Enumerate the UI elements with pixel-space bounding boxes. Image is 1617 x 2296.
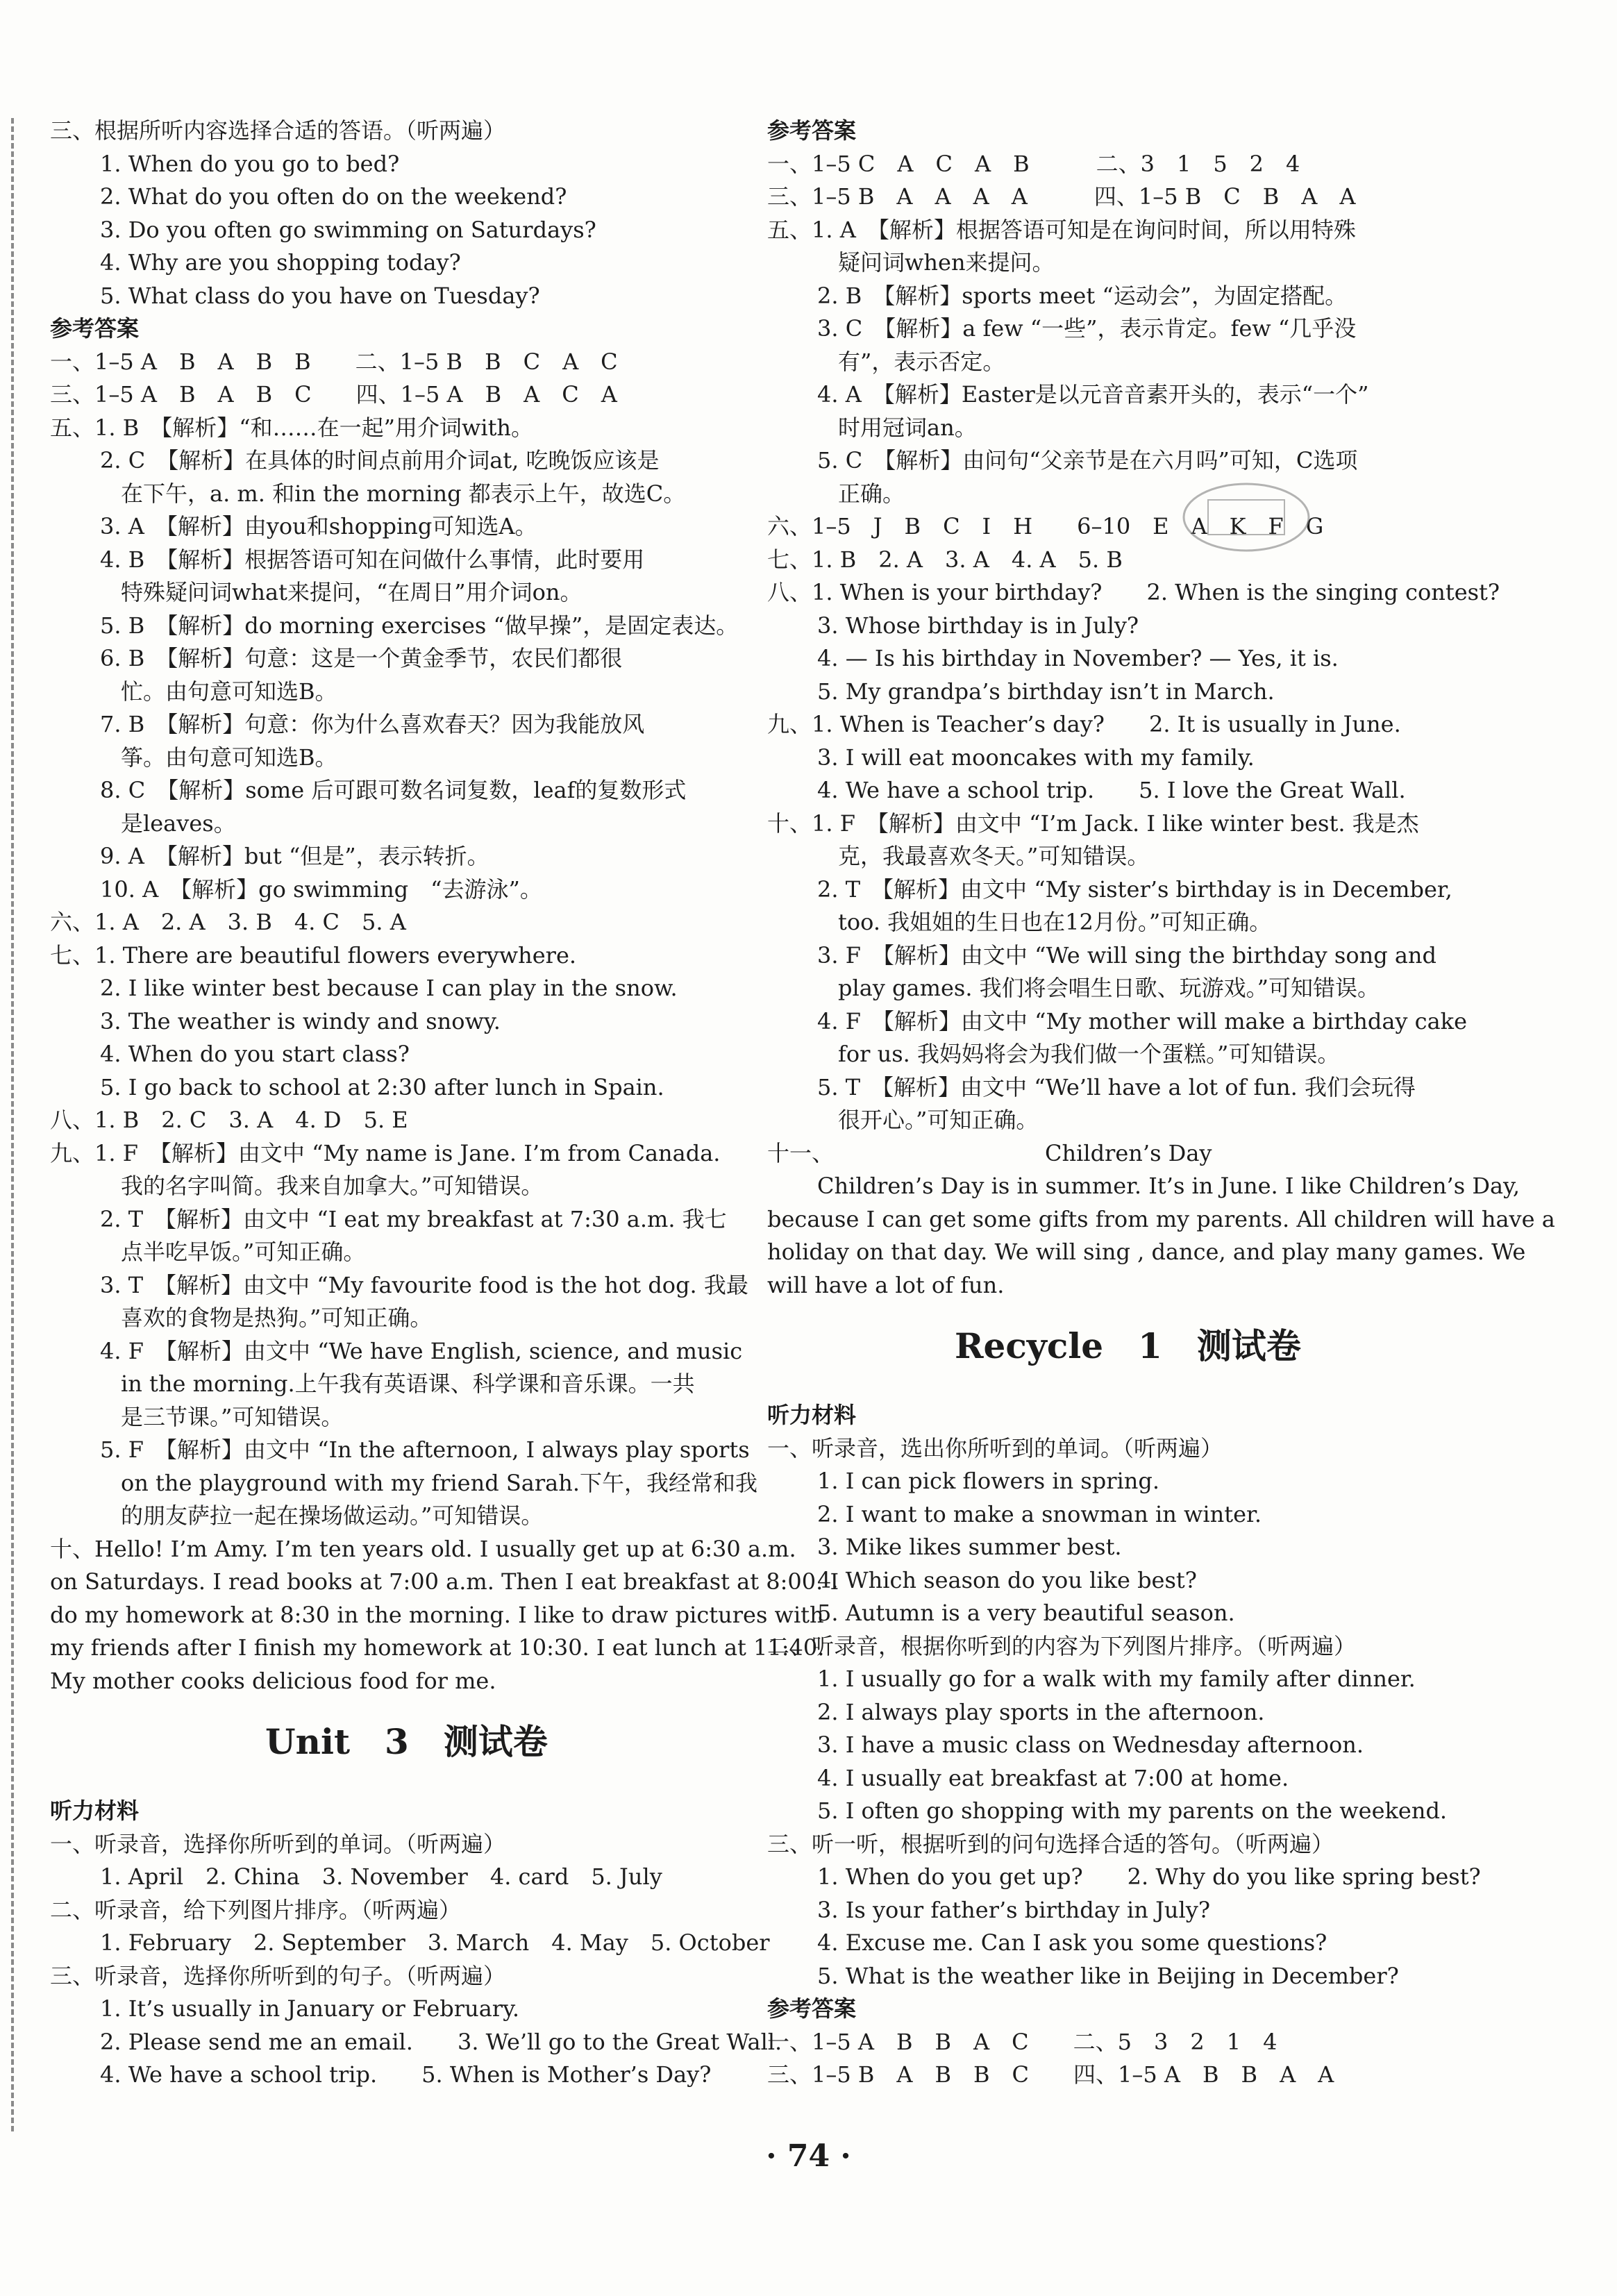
text-line: 三、1–5 A B A B C 四、1–5 A B A C A bbox=[50, 381, 617, 408]
text-line: my friends after I finish my homework at 10:30. I eat lunch at 11:40. bbox=[50, 1634, 825, 1661]
text-line: 1. February 2. September 3. March 4. May 5. October bbox=[100, 1929, 770, 1956]
text-line: 三、听一听，根据听到的问句选择合适的答句。（听两遍） bbox=[767, 1830, 1334, 1857]
text-line: 5. B 【解析】do morning exercises “做早操”，是固定表达。 bbox=[100, 612, 739, 639]
text-line: 5. I often go shopping with my parents on the weekend. bbox=[817, 1798, 1448, 1824]
section-heading: 听力材料 bbox=[767, 1402, 857, 1428]
text-line: 1. It’s usually in January or February. bbox=[100, 1995, 520, 2022]
text-line: 4. Excuse me. Can I ask you some questions? bbox=[817, 1929, 1327, 1956]
section-heading: 听力材料 bbox=[50, 1798, 140, 1824]
text-line: 一、1–5 C A C A B 二、3 1 5 2 4 bbox=[767, 150, 1300, 177]
text-line: 3. Mike likes summer best. bbox=[817, 1534, 1122, 1560]
text-line: on the playground with my friend Sarah.下午，我经常和我 bbox=[121, 1469, 758, 1496]
text-line: 二、听录音，根据你听到的内容为下列图片排序。（听两遍） bbox=[767, 1632, 1357, 1659]
text-line: 一、听录音，选择你所听到的单词。（听两遍） bbox=[50, 1830, 506, 1857]
text-line: 4. B 【解析】根据答语可知在问做什么事情，此时要用 bbox=[100, 546, 645, 573]
text-line: in the morning.上午我有英语课、科学课和音乐课。一共 bbox=[121, 1371, 695, 1397]
text-line: 正确。 bbox=[838, 480, 905, 507]
text-line: play games. 我们将会唱生日歌、玩游戏。”可知错误。 bbox=[838, 975, 1380, 1001]
section-heading: 参考答案 bbox=[50, 315, 140, 342]
text-line: 7. B 【解析】句意：你为什么喜欢春天？因为我能放风 bbox=[100, 711, 645, 737]
text-line: 3. I will eat mooncakes with my family. bbox=[817, 744, 1255, 771]
text-line: 点半吃早饭。”可知正确。 bbox=[121, 1239, 366, 1265]
text-line: 2. I like winter best because I can play in the snow. bbox=[100, 975, 678, 1001]
text-line: will have a lot of fun. bbox=[767, 1271, 1005, 1298]
text-line: 3. Is your father’s birthday in July? bbox=[817, 1896, 1210, 1923]
text-line: 4. F 【解析】由文中 “We have English, science, and music bbox=[100, 1337, 743, 1364]
text-line: do my homework at 8:30 in the morning. I like to draw pictures with bbox=[50, 1601, 824, 1628]
text-line: 五、1. A 【解析】根据答语可知是在询问时间，所以用特殊 bbox=[767, 216, 1356, 243]
text-line: 4. Which season do you like best? bbox=[817, 1566, 1197, 1593]
text-line: 4. F 【解析】由文中 “My mother will make a birthday cake bbox=[817, 1007, 1468, 1034]
text-line: 4. Why are you shopping today? bbox=[100, 249, 461, 276]
text-line: 3. The weather is windy and snowy. bbox=[100, 1007, 501, 1034]
text-line: 3. T 【解析】由文中 “My favourite food is the hot dog. 我最 bbox=[100, 1271, 748, 1298]
text-line: 1. I usually go for a walk with my family after dinner. bbox=[817, 1666, 1416, 1692]
text-line: 一、听录音，选出你所听到的单词。（听两遍） bbox=[767, 1434, 1223, 1461]
text-line: 一、1–5 A B A B B 二、1–5 B B C A C bbox=[50, 348, 618, 375]
binding-dashed-line bbox=[11, 118, 14, 2131]
text-line: My mother cooks delicious food for me. bbox=[50, 1667, 496, 1694]
text-line: 2. I want to make a snowman in winter. bbox=[817, 1500, 1262, 1527]
section-title: Unit 3 测试卷 bbox=[265, 1721, 548, 1762]
text-line: 4. I usually eat breakfast at 7:00 at home. bbox=[817, 1764, 1289, 1791]
text-line: 5. My grandpa’s birthday isn’t in March. bbox=[817, 678, 1275, 705]
section-heading: 参考答案 bbox=[767, 1995, 857, 2022]
text-line: 筝。由句意可知选B。 bbox=[121, 744, 337, 771]
text-line: 3. Do you often go swimming on Saturdays? bbox=[100, 216, 596, 243]
text-line: 是三节课。”可知错误。 bbox=[121, 1403, 344, 1430]
text-line: 疑问词when来提问。 bbox=[838, 249, 1055, 276]
text-line: 十一、 Children’s Day bbox=[767, 1139, 1212, 1166]
text-line: 10. A 【解析】go swimming “去游泳”。 bbox=[100, 875, 542, 903]
text-line: 3. C 【解析】a few “一些”，表示肯定。few “几乎没 bbox=[817, 315, 1357, 342]
text-line: 4. We have a school trip. 5. When is Mother’s Day? bbox=[100, 2061, 712, 2088]
text-line: 1. I can pick flowers in spring. bbox=[817, 1468, 1160, 1494]
watermark-stamp bbox=[1180, 479, 1312, 555]
text-line: on Saturdays. I read books at 7:00 a.m. Then I eat breakfast at 8:00. I bbox=[50, 1568, 839, 1595]
text-line: for us. 我妈妈将会为我们做一个蛋糕。”可知错误。 bbox=[838, 1041, 1340, 1067]
text-line: 克，我最喜欢冬天。”可知错误。 bbox=[838, 843, 1150, 869]
text-line: 2. T 【解析】由文中 “My sister’s birthday is in December, bbox=[817, 875, 1452, 903]
text-line: 忙。由句意可知选B。 bbox=[121, 678, 337, 705]
text-line: 2. T 【解析】由文中 “I eat my breakfast at 7:30 a.m. 我七 bbox=[100, 1205, 727, 1232]
text-line: 3. I have a music class on Wednesday afternoon. bbox=[817, 1732, 1364, 1758]
text-line: 5. What class do you have on Tuesday? bbox=[100, 282, 540, 309]
text-line: 4. We have a school trip. 5. I love the Great Wall. bbox=[817, 777, 1406, 803]
text-line: 八、1. B 2. C 3. A 4. D 5. E bbox=[50, 1107, 408, 1133]
text-line: 九、1. F 【解析】由文中 “My name is Jane. I’m from Canada. bbox=[50, 1139, 721, 1166]
text-line: 时用冠词an。 bbox=[838, 414, 977, 441]
text-line: 3. A 【解析】由you和shopping可知选A。 bbox=[100, 513, 537, 539]
text-line: 的朋友萨拉一起在操场做运动。”可知错误。 bbox=[121, 1502, 544, 1529]
text-line: 六、1. A 2. A 3. B 4. C 5. A bbox=[50, 909, 406, 935]
text-line: 5. What is the weather like in Beijing in December? bbox=[817, 1962, 1399, 1989]
text-line: 2. B 【解析】sports meet “运动会”，为固定搭配。 bbox=[817, 282, 1348, 309]
text-line: 一、1–5 A B B A C 二、5 3 2 1 4 bbox=[767, 2028, 1277, 2055]
text-line: 很开心。”可知正确。 bbox=[838, 1107, 1039, 1133]
text-line: 三、根据所听内容选择合适的答语。（听两遍） bbox=[50, 117, 506, 144]
text-line: 三、1–5 B A A A A 四、1–5 B C B A A bbox=[767, 183, 1356, 210]
text-line: 5. T 【解析】由文中 “We’ll have a lot of fun. 我们会玩得 bbox=[817, 1073, 1416, 1100]
text-line: 五、1. B 【解析】“和……在一起”用介词with。 bbox=[50, 414, 534, 441]
text-line: 三、1–5 B A B B C 四、1–5 A B B A A bbox=[767, 2061, 1334, 2088]
text-line: 我的名字叫简。我来自加拿大。”可知错误。 bbox=[121, 1173, 544, 1199]
text-line: 十、Hello! I’m Amy. I’m ten years old. I usually get up at 6:30 a.m. bbox=[50, 1535, 796, 1562]
page-number: · 74 · bbox=[766, 2138, 851, 2174]
text-line: 是leaves。 bbox=[121, 810, 236, 837]
text-line: because I can get some gifts from my parents. All children will have a bbox=[767, 1205, 1555, 1232]
text-line: 七、1. B 2. A 3. A 4. A 5. B bbox=[767, 546, 1123, 573]
text-line: 1. When do you get up? 2. Why do you like spring best? bbox=[817, 1863, 1481, 1890]
text-line: 1. April 2. China 3. November 4. card 5. July bbox=[100, 1863, 662, 1890]
text-line: 4. When do you start class? bbox=[100, 1041, 410, 1067]
text-line: 2. What do you often do on the weekend? bbox=[100, 183, 567, 210]
text-line: 二、听录音，给下列图片排序。（听两遍） bbox=[50, 1896, 462, 1923]
text-line: 六、1–5 J B C I H 6–10 E A K F G bbox=[767, 513, 1324, 539]
text-line: 3. F 【解析】由文中 “We will sing the birthday song and bbox=[817, 941, 1437, 969]
text-line: 8. C 【解析】some 后可跟可数名词复数，leaf的复数形式 bbox=[100, 777, 687, 803]
text-line: 七、1. There are beautiful flowers everywhere. bbox=[50, 941, 577, 969]
text-line: 5. C 【解析】由问句“父亲节是在六月吗”可知，C选项 bbox=[817, 447, 1358, 474]
text-line: 喜欢的食物是热狗。”可知正确。 bbox=[121, 1305, 433, 1331]
text-line: holiday on that day. We will sing , dance, and play many games. We bbox=[767, 1239, 1526, 1265]
text-line: 八、1. When is your birthday? 2. When is the singing contest? bbox=[767, 579, 1500, 605]
section-heading: 参考答案 bbox=[767, 117, 857, 144]
text-line: too. 我姐姐的生日也在12月份。”可知正确。 bbox=[838, 909, 1272, 935]
text-line: 2. I always play sports in the afternoon. bbox=[817, 1698, 1265, 1725]
text-line: 在下午，a. m. 和in the morning 都表示上午，故选C。 bbox=[121, 480, 686, 507]
text-line: 九、1. When is Teacher’s day? 2. It is usually in June. bbox=[767, 711, 1401, 737]
text-line: 5. Autumn is a very beautiful season. bbox=[817, 1600, 1235, 1626]
text-line: 三、听录音，选择你所听到的句子。（听两遍） bbox=[50, 1962, 506, 1989]
text-line: 9. A 【解析】but “但是”，表示转折。 bbox=[100, 843, 489, 869]
text-line: 3. Whose birthday is in July? bbox=[817, 612, 1139, 639]
text-line: Children’s Day is in summer. It’s in June. I like Children’s Day, bbox=[817, 1173, 1520, 1199]
text-line: 特殊疑问词what来提问，“在周日”用介词on。 bbox=[121, 579, 583, 605]
text-line: 有”，表示否定。 bbox=[838, 348, 1005, 375]
text-line: 5. I go back to school at 2:30 after lunch in Spain. bbox=[100, 1073, 664, 1100]
text-line: 6. B 【解析】句意：这是一个黄金季节，农民们都很 bbox=[100, 645, 623, 671]
text-line: 4. — Is his birthday in November? — Yes, it is. bbox=[817, 645, 1339, 671]
text-line: 4. A 【解析】Easter是以元音音素开头的，表示“一个” bbox=[817, 381, 1369, 408]
text-line: 1. When do you go to bed? bbox=[100, 150, 400, 177]
section-title: Recycle 1 测试卷 bbox=[955, 1325, 1301, 1366]
text-line: 十、1. F 【解析】由文中 “I’m Jack. I like winter best. 我是杰 bbox=[767, 810, 1419, 837]
text-line: 5. F 【解析】由文中 “In the afternoon, I always play sports bbox=[100, 1436, 750, 1463]
text-line: 2. Please send me an email. 3. We’ll go to the Great Wall. bbox=[100, 2028, 782, 2055]
text-line: 2. C 【解析】在具体的时间点前用介词at, 吃晚饭应该是 bbox=[100, 447, 660, 474]
